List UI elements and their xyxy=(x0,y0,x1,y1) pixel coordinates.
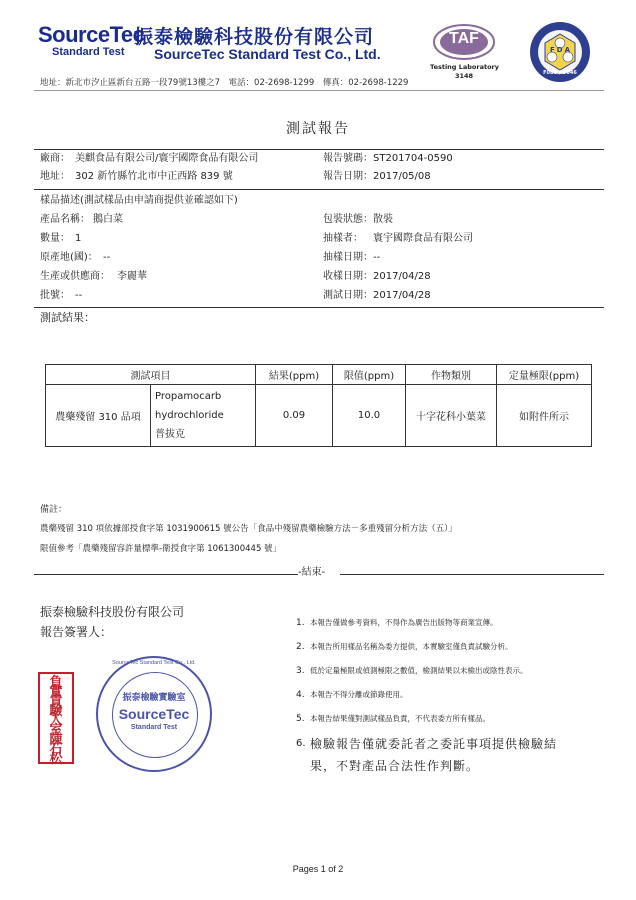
client-label: 廠商： xyxy=(40,153,70,164)
disclaimer-num-3: 3. xyxy=(296,666,305,676)
disclaimer-text-3: 低於定量極限或偵測極限之數值，檢測結果以未檢出或陰性表示。 xyxy=(310,666,528,675)
end-mark: -結束- xyxy=(298,567,326,578)
signer-label: 報告簽署人： xyxy=(40,625,113,639)
cell-limit: 10.0 xyxy=(333,385,406,447)
lab-director-seal xyxy=(38,672,74,767)
report-no-value: ST201704-0590 xyxy=(373,153,453,164)
notes-line-2: 限值參考「農藥殘留容許量標準-衛授食字第 1061300445 號」 xyxy=(40,544,282,554)
sampler-value: 寰宇國際食品有限公司 xyxy=(373,233,473,244)
company-logo xyxy=(38,22,145,62)
package-label: 包裝狀態： xyxy=(323,214,373,225)
cell-test-item xyxy=(151,385,256,447)
report-date-label: 報告日期： xyxy=(323,171,373,182)
fda-seal xyxy=(528,20,592,84)
lot-value: -- xyxy=(75,290,83,301)
client-value: 美麒食品有限公司/寰宇國際食品有限公司 xyxy=(75,153,259,164)
taf-number: 3148 xyxy=(454,72,474,80)
header-crop: 作物類別 xyxy=(406,365,497,385)
disclaimer-text-6: 檢驗報告僅就委託者之委託事項提供檢驗結果，不對產品合法性作判斷。 xyxy=(310,737,558,773)
product-label: 產品名稱： xyxy=(40,214,90,225)
red-seal-text: 負實責驗人室陳石松 xyxy=(49,675,63,767)
header-test-item: 測試項目 xyxy=(46,365,256,385)
header-limit: 限值(ppm) xyxy=(333,365,406,385)
taf-text: TAF xyxy=(449,30,479,47)
company-seal xyxy=(96,656,212,772)
disclaimer-text-5: 本報告結果僅對測試樣品負責，不代表委方所有樣品。 xyxy=(310,714,490,723)
supplier-value: 李麗華 xyxy=(117,271,147,282)
taf-logo xyxy=(430,22,498,82)
table-header-row xyxy=(46,365,592,385)
item-name-line3: 普拔克 xyxy=(155,429,185,440)
company-name-cn: 振泰檢驗科技股份有限公司 xyxy=(134,26,375,48)
info-bottom-rule xyxy=(34,307,604,308)
report-no-label: 報告號碼： xyxy=(323,153,373,164)
sampler-label: 抽樣者： xyxy=(323,233,363,244)
cell-crop: 十字花科小葉菜 xyxy=(406,385,497,447)
signing-company: 振泰檢驗科技股份有限公司 xyxy=(40,605,185,619)
fda-seal-letters: FDA xyxy=(550,46,573,54)
package-value: 散裝 xyxy=(373,214,393,225)
seal-logo-text: SourceTec xyxy=(118,706,190,722)
end-rule-right xyxy=(340,574,604,575)
receive-date-label: 收樣日期： xyxy=(323,271,373,282)
disclaimer-num-6: 6. xyxy=(296,738,306,749)
disclaimer-num-4: 4. xyxy=(296,690,305,700)
disclaimer-num-2: 2. xyxy=(296,642,305,652)
address-value: 302 新竹縣竹北市中正西路 839 號 xyxy=(75,171,233,182)
company-address: 地址：新北市汐止區新台五路一段79號13樓之7 電話：02-2698-1299 傳真：02-2698-1229 xyxy=(40,78,409,88)
disclaimer-num-1: 1. xyxy=(296,618,305,628)
lot-label: 批號： xyxy=(40,290,70,301)
company-name-en: SourceTec Standard Test Co., Ltd. xyxy=(154,46,381,62)
logo-main-text: SourceTec xyxy=(38,22,145,47)
supplier-label: 生產或供應商： xyxy=(40,271,110,282)
test-date-value: 2017/04/28 xyxy=(373,290,431,301)
report-date-value: 2017/05/08 xyxy=(373,171,431,182)
disclaimer-text-4: 本報告不得分離或節錄使用。 xyxy=(310,690,408,699)
seal-sub-text: Standard Test xyxy=(130,724,178,731)
sample-description: 樣品描述(測試樣品由申請商提供並確認如下) xyxy=(40,195,238,206)
origin-value: -- xyxy=(103,252,111,263)
receive-date-value: 2017/04/28 xyxy=(373,271,431,282)
notes-line-1: 農藥殘留 310 項依據部授食字第 1031900615 號公告「食品中殘留農藥檢驗方法－多重殘留分析方法（五）」 xyxy=(40,524,457,534)
taf-caption: Testing Laboratory xyxy=(430,63,499,71)
origin-label: 原產地(國)： xyxy=(40,252,98,263)
header-loq: 定量極限(ppm) xyxy=(497,365,592,385)
sample-date-label: 抽樣日期： xyxy=(323,252,373,263)
results-heading: 測試結果： xyxy=(40,311,95,324)
disclaimer-text-2: 本報告所用樣品名稱為委方提供，本實驗室僅負責試驗分析。 xyxy=(310,642,513,651)
item-name-line1: Propamocarb xyxy=(155,391,222,402)
seal-center-text: 振泰檢驗實驗室 xyxy=(122,693,186,703)
page-number: Pages 1 of 2 xyxy=(292,864,344,874)
item-name-line2: hydrochloride xyxy=(155,410,224,421)
notes-label: 備註： xyxy=(40,505,68,515)
cell-loq: 如附件所示 xyxy=(497,385,592,447)
header-result: 結果(ppm) xyxy=(256,365,333,385)
seal-ring-text: SourceTec Standard Test Co., Ltd. xyxy=(112,660,196,666)
logo-sub-text: Standard Test xyxy=(52,46,125,58)
address-label: 地址： xyxy=(40,171,70,182)
fda-seal-code: F083 / D046 xyxy=(543,70,577,76)
product-value: 鵝白菜 xyxy=(93,214,123,225)
disclaimer-text-1: 本報告僅做參考資料，不得作為廣告出版物等商業宣傳。 xyxy=(310,618,498,627)
results-table xyxy=(45,364,592,447)
end-rule-left xyxy=(34,574,298,575)
cell-result: 0.09 xyxy=(256,385,333,447)
header-divider xyxy=(34,90,604,91)
test-date-label: 測試日期： xyxy=(323,290,373,301)
info-mid-rule xyxy=(34,189,604,190)
disclaimer-num-5: 5. xyxy=(296,714,305,724)
quantity-value: 1 xyxy=(75,233,82,244)
report-title: 測試報告 xyxy=(286,121,350,137)
table-row xyxy=(46,385,592,447)
cell-category: 農藥殘留 310 品項 xyxy=(46,385,151,447)
quantity-label: 數量： xyxy=(40,233,70,244)
info-top-rule xyxy=(34,149,604,150)
sample-date-value: -- xyxy=(373,252,381,263)
